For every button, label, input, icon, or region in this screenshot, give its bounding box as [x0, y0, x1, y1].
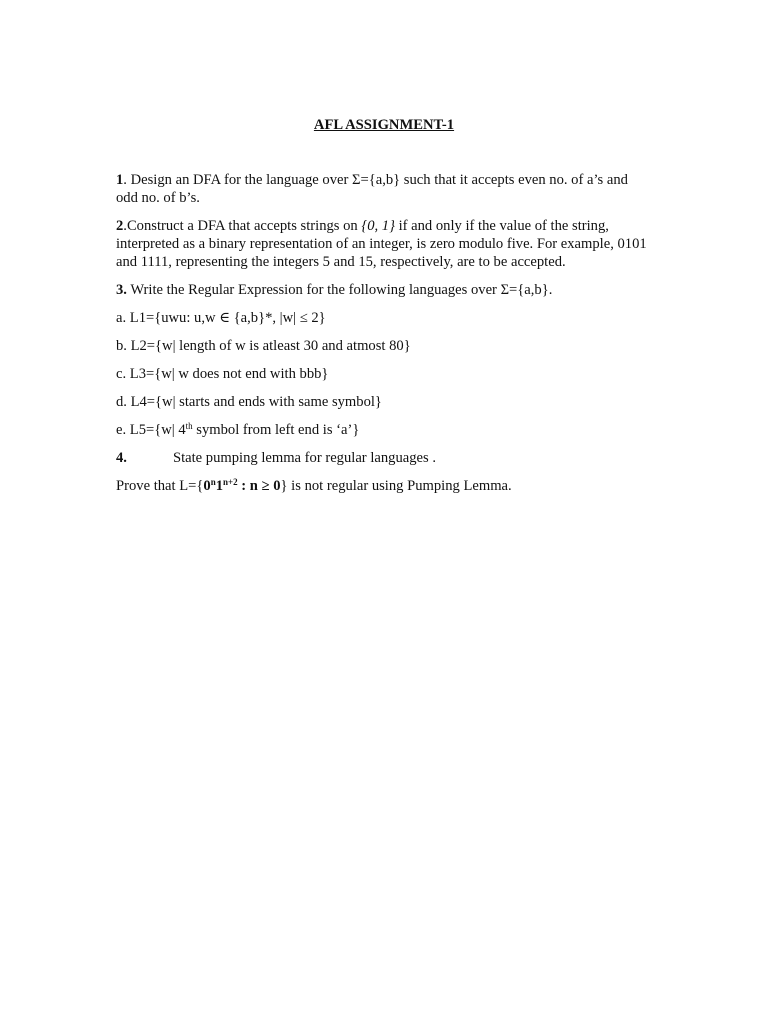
- question-2-text-post: if and only if the value of the string, interpreted as a binary representation of an integer, is zero modulo five. For example, 0101 and 1111, representing the integers 5 and 15, respectively, are to be accepted.: [116, 218, 647, 270]
- question-2-text-pre: .Construct a DFA that accepts strings on: [123, 218, 362, 234]
- question-3: [116, 281, 652, 299]
- question-2-set: {0, 1}: [361, 218, 395, 234]
- question-1-number: 1: [116, 172, 124, 188]
- question-3-item-d: d. L4={w| starts and ends with same symbol}: [116, 394, 382, 410]
- prove-one: 1: [215, 478, 223, 494]
- question-3-number: 3.: [116, 282, 127, 298]
- question-3-item-e-pre: e. L5={w| 4: [116, 422, 186, 438]
- question-3-item-e: [116, 421, 652, 439]
- question-2: [116, 217, 652, 271]
- document-body: [116, 171, 652, 505]
- prove-sup-n: n: [210, 477, 216, 487]
- question-4-prove: [116, 477, 652, 495]
- prove-post: } is not regular using Pumping Lemma.: [280, 478, 512, 494]
- question-2-number: 2: [116, 218, 124, 234]
- question-3-text: Write the Regular Expression for the following languages over Σ={a,b}.: [126, 282, 553, 298]
- question-3-item-a: a. L1={uwu: u,w ∈ {a,b}*, |w| ≤ 2}: [116, 310, 326, 326]
- document-title: AFL ASSIGNMENT-1: [313, 117, 455, 133]
- question-3-item-e-post: symbol from left end is ‘a’}: [192, 422, 360, 438]
- question-4: [116, 449, 652, 467]
- prove-sup-n-plus-2: n+2: [223, 477, 238, 487]
- question-1-text: . Design an DFA for the language over Σ={a,b} such that it accepts even no. of a’s and odd no. of b’s.: [116, 172, 628, 206]
- question-4-number: 4.: [116, 450, 127, 466]
- question-1: [116, 171, 652, 207]
- question-4-text: State pumping lemma for regular languages .: [172, 450, 436, 466]
- question-3-item-e-sup: th: [185, 421, 193, 431]
- prove-zero: 0: [203, 478, 211, 494]
- question-3-item-b: b. L2={w| length of w is atleast 30 and atmost 80}: [116, 338, 411, 354]
- prove-condition: : n ≥ 0: [237, 478, 281, 494]
- question-3-item-c: c. L3={w| w does not end with bbb}: [116, 366, 329, 382]
- prove-pre: Prove that L={: [116, 478, 204, 494]
